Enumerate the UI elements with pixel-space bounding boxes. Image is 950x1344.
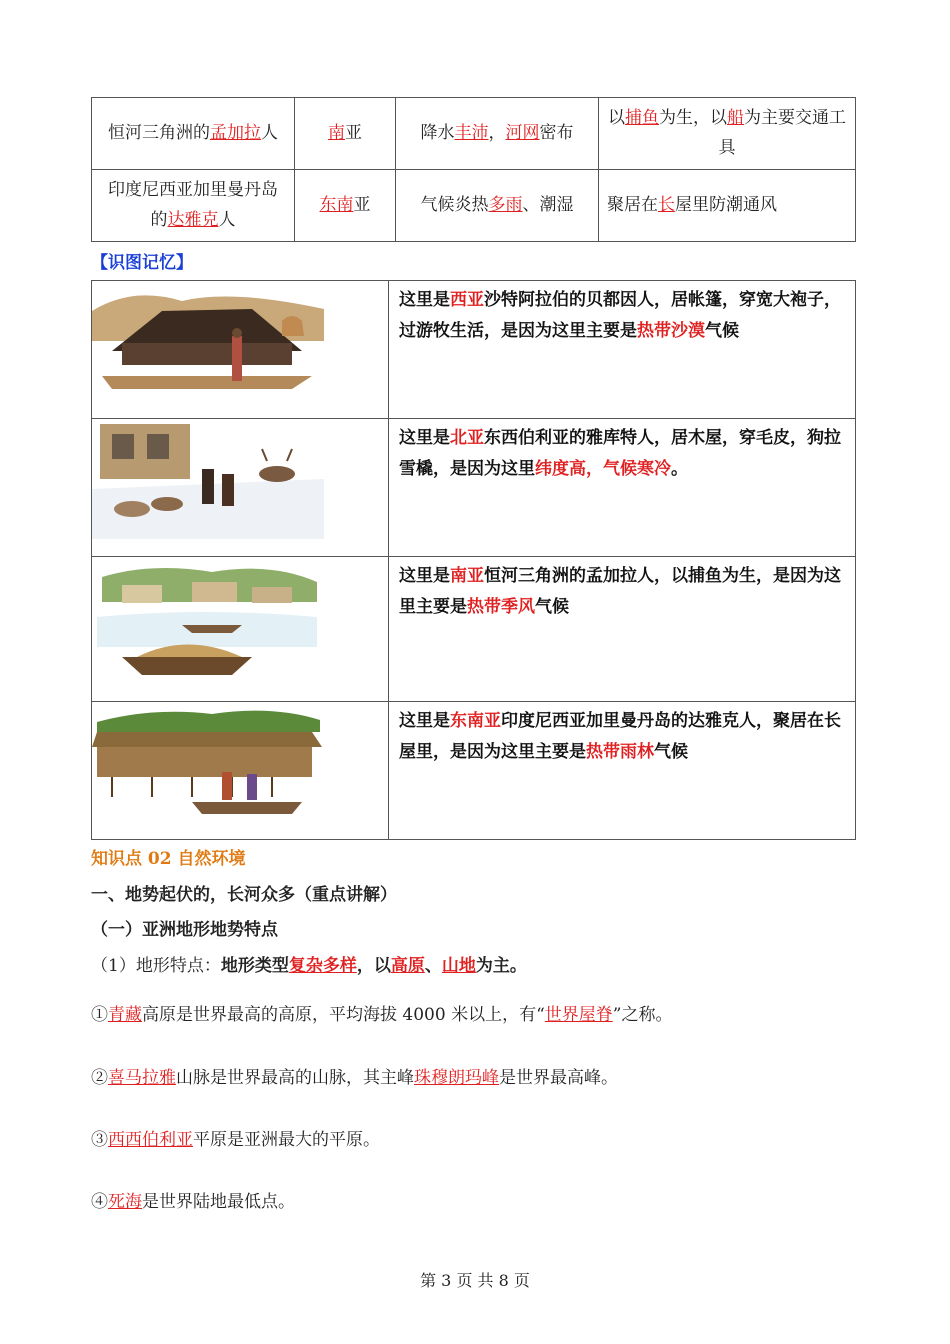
memory-text-part: 。 [671,459,688,480]
heading-1: 一、地势起伏的，长河众多（重点讲解） [91,885,397,905]
terrain-label: （1）地形特点： [91,956,221,976]
cell-text: 气候炎热 [420,194,489,215]
memory-keyword: 纬度高 [535,459,586,480]
cell-answer: 船 [727,107,744,128]
boat-village-icon [92,557,324,687]
cell-text: 聚居在 [607,194,658,215]
memory-keyword: 东南亚 [450,711,501,731]
memory-text [389,281,856,419]
cell-text: 为生，以 [659,107,727,128]
memory-text-part: 这里是 [399,290,450,310]
item-number: ④ [91,1192,108,1212]
item-text: 平原是亚洲最大的平原。 [193,1130,380,1150]
memory-text-part: 印度尼西亚加里曼丹岛的达雅克人，聚居在长屋里，是因为这里主要是 [399,711,841,763]
table-row [92,170,856,242]
memory-row [92,281,856,419]
memory-row [92,557,856,702]
cell-answer: 东南 [319,194,354,215]
terrain-feature-line [91,951,527,976]
memory-text [389,557,856,702]
terrain-answer: 复杂多样 [288,956,357,976]
table-row [92,98,856,170]
cell-text: 亚 [353,194,371,215]
item-text: 高原是世界最高的高原，平均海拔 4000 米以上，有“ [142,1005,545,1025]
terrain-answer: 高原 [390,956,425,976]
memory-text-part: 东西伯利亚的雅库特人，居木屋，穿毛皮，狗拉雪橇，是因为这里 [399,428,841,480]
item-answer: 死海 [108,1192,142,1212]
memory-text [389,419,856,557]
lifestyle-cell [599,170,856,242]
terrain-text: 地形类型 [220,956,289,976]
bedouin-tent-icon [92,281,324,391]
cell-text: 为主要交通工具 [718,107,846,158]
cell-text: 人 [261,122,278,143]
lifestyle-cell [599,98,856,170]
item-number: ③ [91,1130,108,1150]
people-cell [92,170,295,242]
region-cell [295,98,396,170]
list-item [91,1187,295,1212]
list-item [91,1125,380,1150]
dayak-longhouse-illustration [92,702,389,840]
memory-text-part: 气候 [705,321,739,342]
item-answer: 西西伯利亚 [108,1130,193,1150]
bedouin-tent-illustration [92,281,389,419]
environment-cell [396,98,599,170]
cell-text: 印度尼西亚加里曼丹岛的 [108,179,278,230]
cell-text: 密布 [539,122,574,143]
cell-answer: 孟加拉 [210,122,261,143]
memory-keyword: 气候寒冷 [603,459,671,480]
memory-row [92,419,856,557]
memory-table [91,280,856,840]
cell-text: ， [488,122,506,143]
memory-keyword: 热带沙漠 [637,321,705,342]
cell-answer: 河网 [505,122,540,143]
cell-answer: 捕鱼 [625,107,659,128]
region-cell [295,170,396,242]
cell-text: 恒河三角洲的 [108,122,210,143]
longhouse-icon [92,702,324,822]
item-answer: 喜马拉雅 [108,1068,176,1088]
cell-text: 以 [608,107,625,128]
cell-answer: 南 [328,122,345,143]
terrain-text: 为主。 [475,956,527,976]
memory-text-part: 气候 [654,742,688,763]
terrain-text: 、 [424,956,442,976]
memory-text-part: 这里是 [399,711,450,731]
terrain-text: ，以 [356,956,391,976]
yakut-dog-sled-illustration [92,419,389,557]
list-item [91,1000,672,1025]
cell-text: 、潮湿 [522,194,574,215]
item-text: ”之称。 [612,1005,673,1025]
item-answer: 世界屋脊 [544,1005,613,1025]
item-number: ① [91,1005,108,1025]
people-cell [92,98,295,170]
memory-text-part: 沙特阿拉伯的贝都因人，居帐篷，穿宽大袍子，过游牧生活，是因为这里主要是 [399,290,841,342]
cell-answer: 达雅克 [167,209,219,230]
memory-keyword: ， [586,459,603,480]
memory-keyword: 北亚 [450,428,484,448]
cell-answer: 多雨 [488,194,523,215]
cell-answer: 丰沛 [454,122,489,143]
knowledge-point-title: 知识点 02 自然环境 [91,849,246,869]
dog-sled-icon [92,419,324,539]
item-text: 是世界最高峰。 [499,1068,618,1088]
item-answer: 珠穆朗玛峰 [414,1068,499,1088]
item-number: ② [91,1068,108,1088]
cell-text: 亚 [345,122,362,143]
memory-keyword: 西亚 [450,290,484,310]
terrain-answer: 山地 [441,956,476,976]
memory-keyword: 南亚 [450,566,484,586]
item-text: 山脉是世界最高的山脉，其主峰 [176,1068,414,1088]
memory-text-part: 气候 [535,597,569,618]
environment-cell [396,170,599,242]
cell-answer: 长 [658,194,675,215]
memory-row [92,702,856,840]
memory-keyword: 热带季风 [467,597,535,618]
heading-2: （一）亚洲地形地势特点 [91,920,278,940]
list-item [91,1063,618,1088]
memory-text-part: 这里是 [399,566,450,586]
item-answer: 青藏 [108,1005,142,1025]
memory-text [389,702,856,840]
section-title: 【识图记忆】 [91,253,193,273]
memory-keyword: 热带雨林 [586,742,654,763]
memory-text-part: 这里是 [399,428,450,448]
cell-text: 人 [218,209,236,230]
item-text: 是世界陆地最低点。 [142,1192,295,1212]
page-footer: 第 3 页 共 8 页 [420,1271,530,1290]
memory-text-part: 恒河三角洲的孟加拉人，以捕鱼为生，是因为这里主要是 [399,566,841,618]
bengali-boat-illustration [92,557,389,702]
culture-table [91,97,856,242]
cell-text: 降水 [420,122,455,143]
cell-text: 屋里防潮通风 [675,194,777,215]
